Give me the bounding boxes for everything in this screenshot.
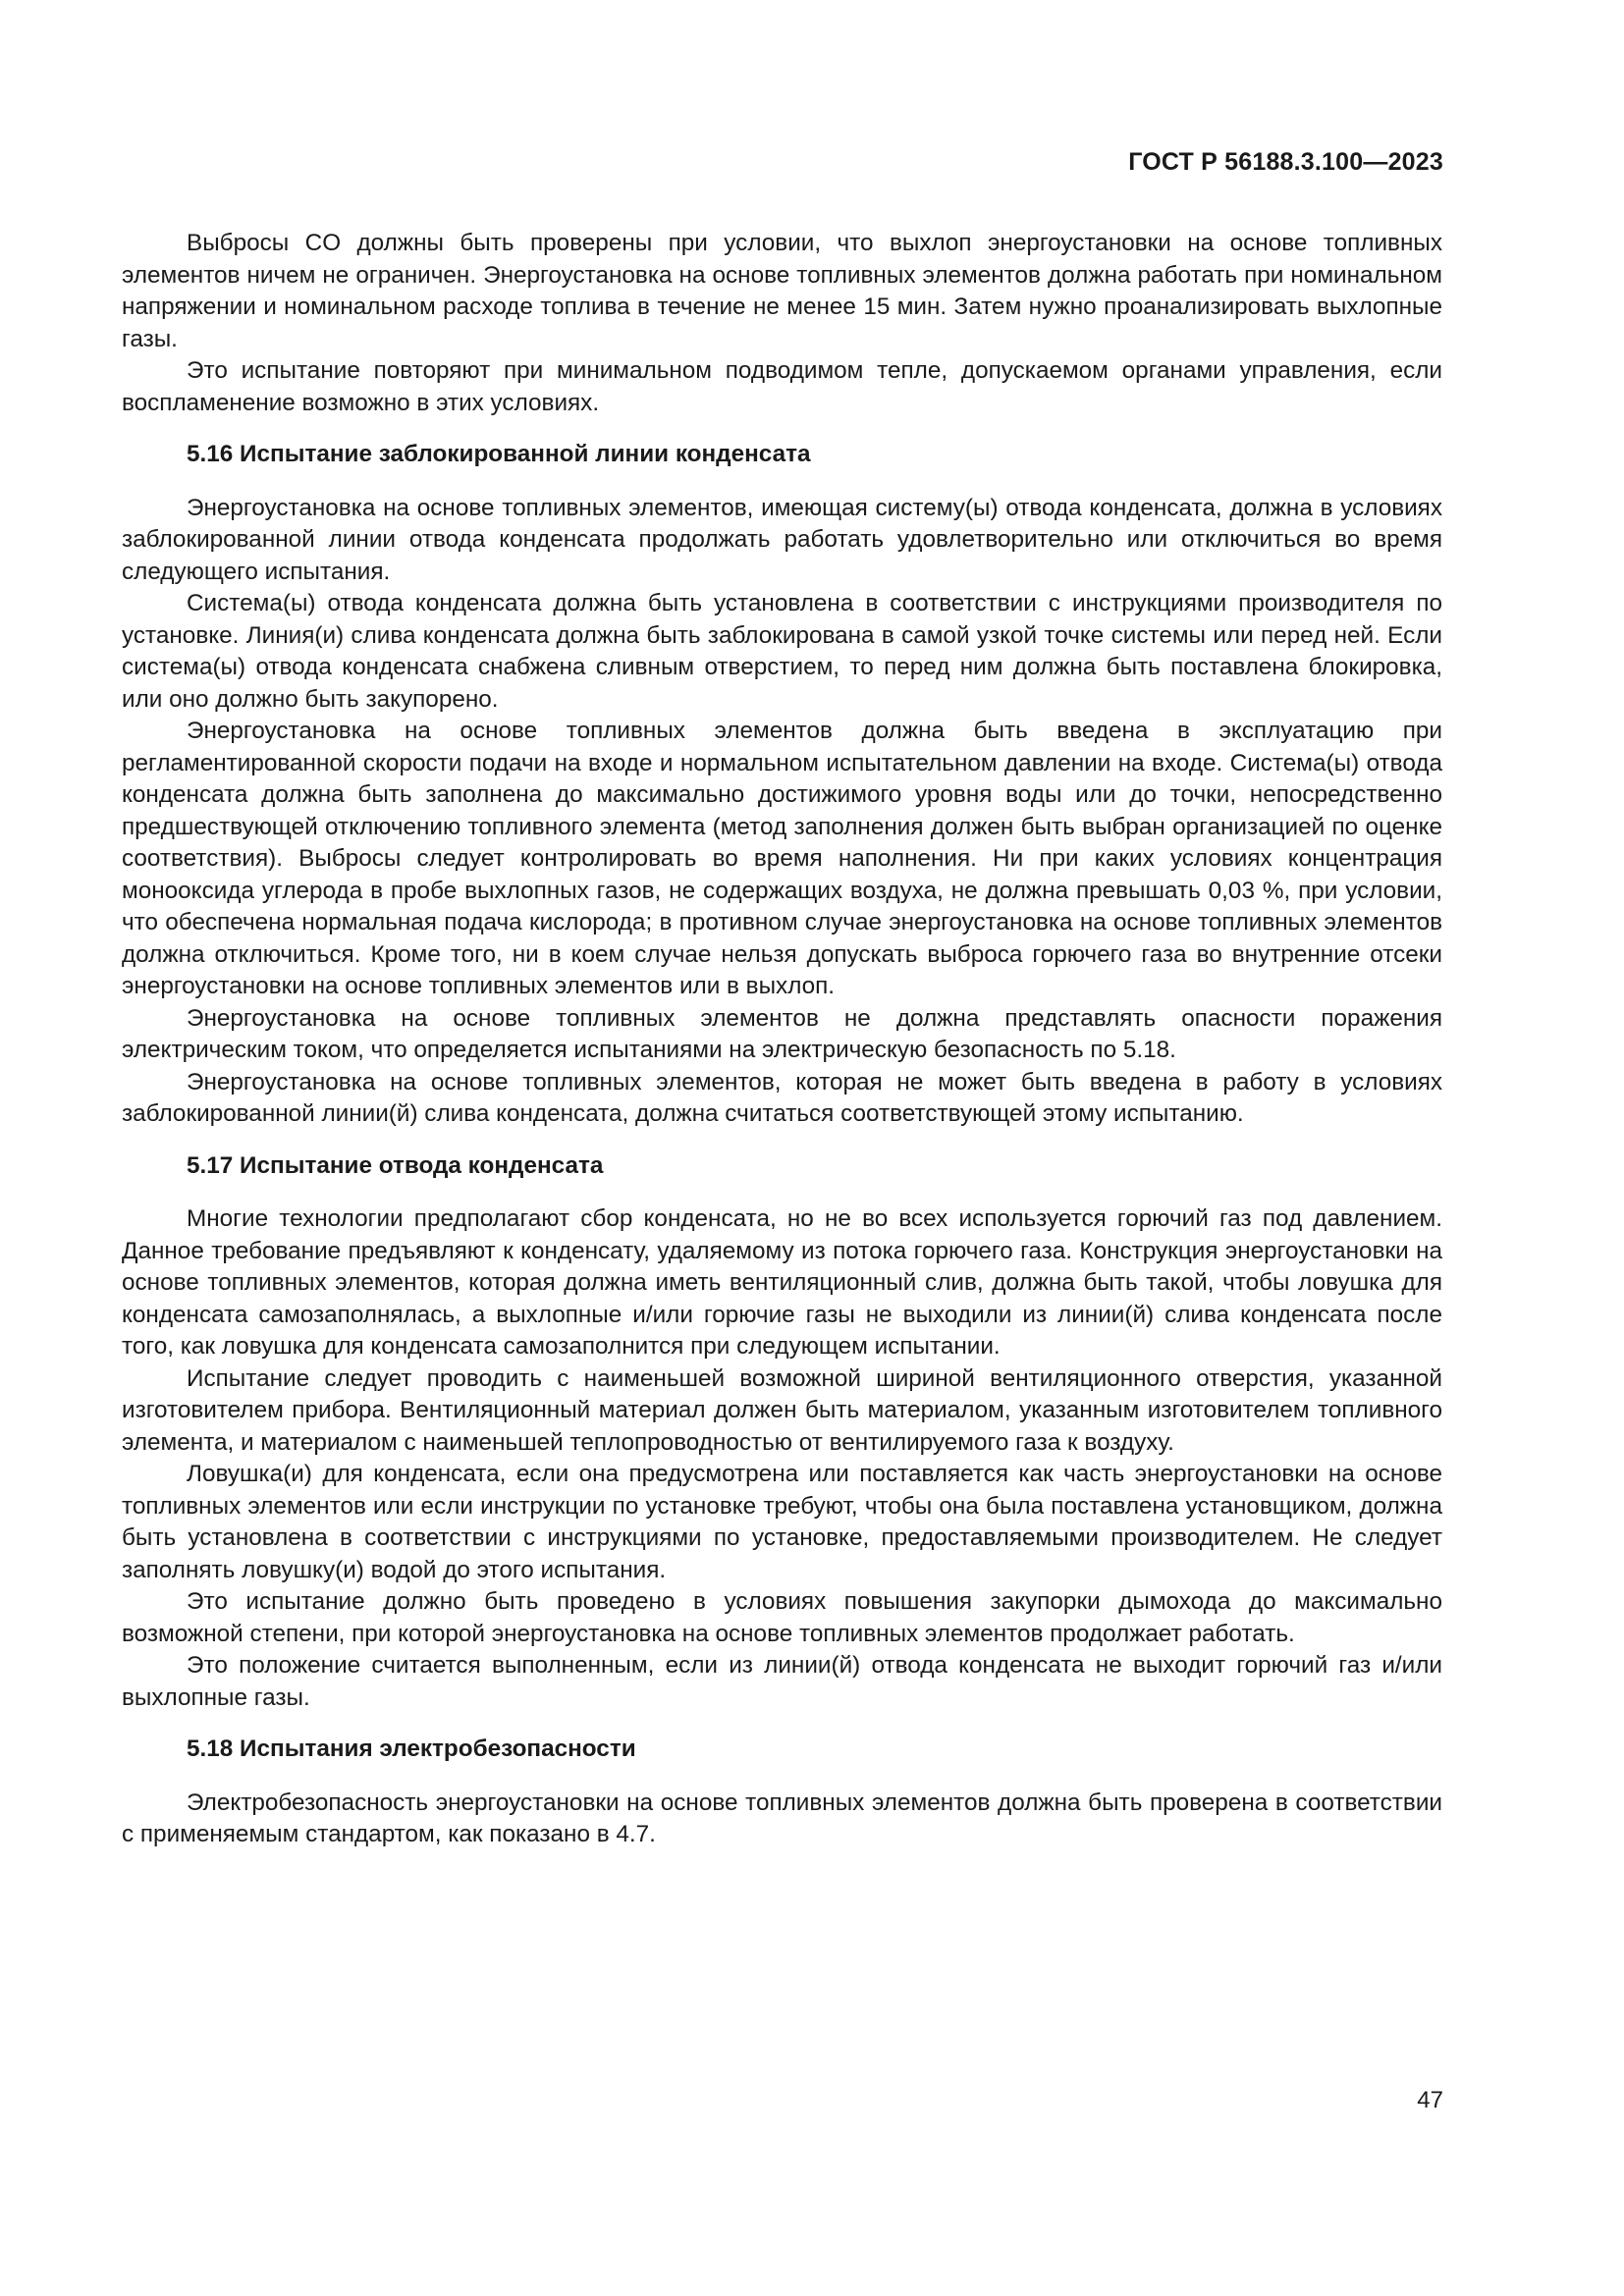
document-code-header: ГОСТ Р 56188.3.100—2023 [1128,148,1443,176]
section-5-17-paragraph-4: Это испытание должно быть проведено в условиях повышения закупорки дымохода до максимально возможной степени, при которой энергоустановка на основе топливных элементов продолжает работать. [122,1588,1442,1647]
section-5-16-paragraph-3: Энергоустановка на основе топливных элементов должна быть введена в эксплуатацию при регламентированной скорости подачи на входе и нормальном испытательном давлении на входе. Система(ы) отвода конденсата должна быть заполнена до максимально достижимого уровня воды или до точки, непосредственно предшествующей отключению топливного элемента (метод заполнения должен быть выбран организацией по оценке соответствия). Выбросы следует контролировать во время наполнения. Ни при каких условиях концентрация монооксида углерода в пробе выхлопных газов, не содержащих воздуха, не должна превышать 0,03 %, при условии, что обеспечена нормальная подача кислорода; в противном случае энергоустановка на основе топливных элементов должна отключиться. Кроме того, ни в коем случае нельзя допускать выброса горючего газа во внутренние отсеки энергоустановки на основе топливных элементов или в выхлоп. [122,718,1442,999]
section-5-18-paragraph-1: Электробезопасность энергоустановки на основе топливных элементов должна быть проверена в соответствии с применяемым стандартом, как показано в 4.7. [122,1789,1442,1847]
section-heading-5-17: 5.17 Испытание отвода конденсата [187,1151,604,1179]
intro-paragraph-1: Выбросы CO должны быть проверены при условии, что выхлоп энергоустановки на основе топливных элементов ничем не ограничен. Энергоустановка на основе топливных элементов должна работать при номинальном напряжении и номинальном расходе топлива в течение не менее 15 мин. Затем нужно проанализировать выхлопные газы. [122,230,1442,352]
section-heading-5-18: 5.18 Испытания электробезопасности [187,1735,636,1762]
section-5-17-paragraph-5: Это положение считается выполненным, если из линии(й) отвода конденсата не выходит горючий газ и/или выхлопные газы. [122,1652,1442,1711]
section-5-17-paragraph-1: Многие технологии предполагают сбор конденсата, но не во всех используется горючий газ под давлением. Данное требование предъявляют к конденсату, удаляемому из потока горючего газа. Конструкция энергоустановки на основе топливных элементов, которая должна иметь вентиляционный слив, должна быть такой, чтобы ловушка для конденсата самозаполнялась, а выхлопные и/или горючие газы не выходили из линии(й) слива конденсата после того, как ловушка для конденсата самозаполнится при следующем испытании. [122,1205,1442,1360]
page-number: 47 [1417,2087,1443,2113]
section-heading-5-16: 5.16 Испытание заблокированной линии конденсата [187,441,811,467]
section-5-16-paragraph-5: Энергоустановка на основе топливных элементов, которая не может быть введена в работу в условиях заблокированной линии(й) слива конденсата, должна считаться соответствующей этому испытанию. [122,1068,1442,1127]
intro-paragraph-2: Это испытание повторяют при минимальном подводимом тепле, допускаемом органами управления, если воспламенение возможно в этих условиях. [122,357,1442,416]
section-5-17-paragraph-3: Ловушка(и) для конденсата, если она предусмотрена или поставляется как часть энергоустановки на основе топливных элементов или если инструкции по установке требуют, чтобы она была поставлена установщиком, должна быть установлена в соответствии с инструкциями по установке, предоставляемыми производителем. Не следует заполнять ловушку(и) водой до этого испытания. [122,1461,1442,1583]
section-5-16-paragraph-4: Энергоустановка на основе топливных элементов не должна представлять опасности поражения электрическим током, что определяется испытаниями на электрическую безопасность по 5.18. [122,1004,1442,1063]
section-5-16-paragraph-1: Энергоустановка на основе топливных элементов, имеющая систему(ы) отвода конденсата, должна в условиях заблокированной линии отвода конденсата продолжать работать удовлетворительно или отключиться во время следующего испытания. [122,494,1442,585]
section-5-16-paragraph-2: Система(ы) отвода конденсата должна быть установлена в соответствии с инструкциями производителя по установке. Линия(и) слива конденсата должна быть заблокирована в самой узкой точке системы или перед ней. Если система(ы) отвода конденсата снабжена сливным отверстием, то перед ним должна быть поставлена блокировка, или оно должно быть закупорено. [122,590,1442,713]
document-body [122,228,1442,1851]
section-5-17-paragraph-2: Испытание следует проводить с наименьшей возможной шириной вентиляционного отверстия, указанной изготовителем прибора. Вентиляционный материал должен быть материалом, указанным изготовителем топливного элемента, и материалом с наименьшей теплопроводностью от вентилируемого газа к воздуху. [122,1364,1442,1456]
